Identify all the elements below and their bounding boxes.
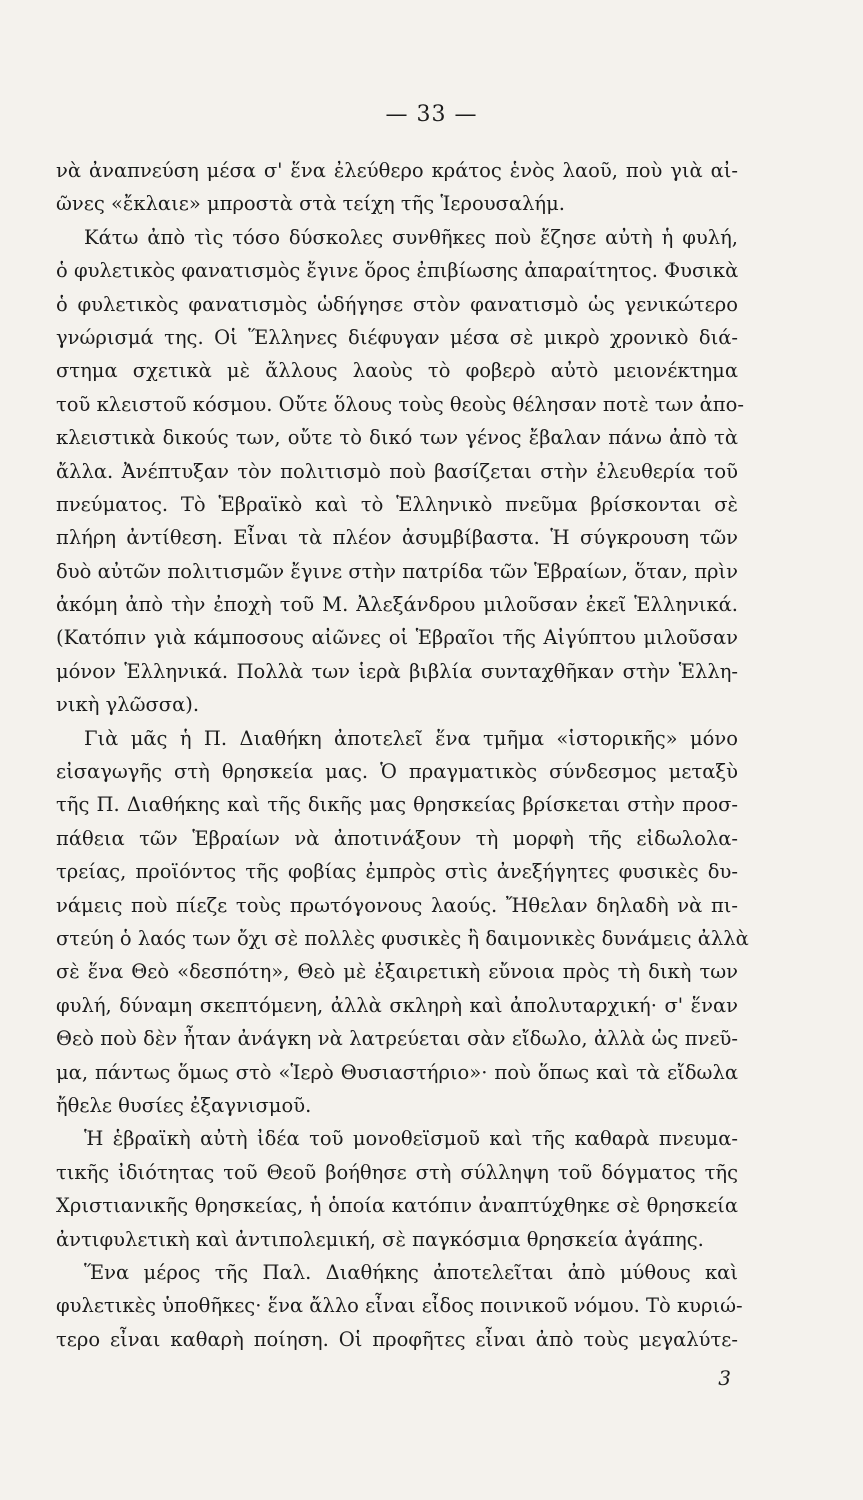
- text-line: πάθεια τῶν Ἑβραίων νὰ ἀποτινάξουν τὴ μορφὴ τῆς εἰδωλολα-: [56, 826, 738, 850]
- text-line: πλήρη ἀντίθεση. Εἶναι τὰ πλέον ἀσυμβίβαστα. Ἡ σύγκρουση τῶν: [56, 526, 738, 550]
- text-line: μόνον Ἑλληνικά. Πολλὰ των ἱερὰ βιβλία συνταχθῆκαν στὴν Ἑλλη-: [56, 659, 738, 683]
- text-line: Θεὸ ποὺ δὲν ἦταν ἀνάγκη νὰ λατρεύεται σὰν εἴδωλο, ἀλλὰ ὡς πνεῦ-: [56, 1027, 738, 1051]
- text-line: δυὸ αὐτῶν πολιτισμῶν ἔγινε στὴν πατρίδα τῶν Ἑβραίων, ὅταν, πρὶν: [56, 559, 738, 583]
- text-line: τῆς Π. Διαθήκης καὶ τῆς δικῆς μας θρησκείας βρίσκεται στὴν προσ-: [56, 793, 738, 817]
- text-line: σὲ ἕνα Θεὸ «δεσπότη», Θεὸ μὲ ἐξαιρετικὴ εὔνοια πρὸς τὴ δικὴ των: [56, 960, 738, 984]
- text-line: Ἕνα μέρος τῆς Παλ. Διαθήκης ἀποτελεῖται ἀπὸ μύθους καὶ: [84, 1260, 738, 1284]
- text-line: Κάτω ἀπὸ τὶς τόσο δύσκολες συνθῆκες ποὺ ἔζησε αὐτὴ ἡ φυλή,: [84, 225, 738, 249]
- text-line: Ἡ ἑβραϊκὴ αὐτὴ ἰδέα τοῦ μονοθεϊσμοῦ καὶ τῆς καθαρὰ πνευμα-: [84, 1127, 738, 1151]
- text-line: στεύη ὁ λαός των ὄχι σὲ πολλὲς φυσικὲς ἢ δαιμονικὲς δυνάμεις ἀλλὰ: [56, 926, 749, 950]
- body-text: [56, 154, 749, 1356]
- text-line: (Κατόπιν γιὰ κάμποσους αἰῶνες οἱ Ἑβραῖοι τῆς Αἰγύπτου μιλοῦσαν: [56, 626, 738, 650]
- text-line: πνεύματος. Τὸ Ἑβραϊκὸ καὶ τὸ Ἑλληνικὸ πνεῦμα βρίσκονται σὲ: [56, 492, 738, 516]
- text-line: νὰ ἀναπνεύση μέσα σ' ἕνα ἐλεύθερο κράτος ἑνὸς λαοῦ, ποὺ γιὰ αἰ-: [56, 159, 738, 182]
- text-line: φυλή, δύναμη σκεπτόμενη, ἀλλὰ σκληρὴ καὶ ἀπολυταρχική· σ' ἕναν: [56, 993, 738, 1017]
- text-line: ἤθελε θυσίες ἐξαγνισμοῦ.: [56, 1093, 312, 1117]
- text-line: τοῦ κλειστοῦ κόσμου. Οὔτε ὅλους τοὺς θεοὺς θέλησαν ποτὲ των ἀπο-: [56, 392, 744, 416]
- text-line: στημα σχετικὰ μὲ ἄλλους λαοὺς τὸ φοβερὸ αὐτὸ μειονέκτημα: [56, 359, 738, 383]
- text-line: Χριστιανικῆς θρησκείας, ἡ ὁποία κατόπιν ἀναπτύχθηκε σὲ θρησκεία: [56, 1194, 738, 1218]
- page-number: — 33 —: [385, 102, 478, 127]
- text-line: ὁ φυλετικὸς φανατισμὸς ὡδήγησε στὸν φανατισμὸ ὡς γενικώτερο: [56, 292, 738, 316]
- text-line: ῶνες «ἔκλαιε» μπροστὰ στὰ τείχη τῆς Ἱερουσαλήμ.: [56, 192, 565, 216]
- text-line: ἄλλα. Ἀνέπτυξαν τὸν πολιτισμὸ ποὺ βασίζεται στὴν ἐλευθερία τοῦ: [56, 459, 738, 483]
- text-line: εἰσαγωγῆς στὴ θρησκεία μας. Ὁ πραγματικὸς σύνδεσμος μεταξὺ: [56, 760, 738, 784]
- text-line: μα, πάντως ὅμως στὸ «Ἱερὸ Θυσιαστήριο»· ποὺ ὅπως καὶ τὰ εἴδωλα: [56, 1060, 738, 1084]
- text-line: νάμεις ποὺ πίεζε τοὺς πρωτόγονους λαούς. Ἤθελαν δηλαδὴ νὰ πι-: [56, 893, 738, 917]
- text-line: ὁ φυλετικὸς φανατισμὸς ἔγινε ὅρος ἐπιβίωσης ἀπαραίτητος. Φυσικὰ: [56, 259, 739, 283]
- text-line: τερο εἶναι καθαρὴ ποίηση. Οἱ προφῆτες εἶναι ἀπὸ τοὺς μεγαλύτε-: [56, 1327, 738, 1351]
- text-line: νικὴ γλῶσσα).: [56, 693, 200, 717]
- text-line: ἀκόμη ἀπὸ τὴν ἐποχὴ τοῦ Μ. Ἀλεξάνδρου μιλοῦσαν ἐκεῖ Ἑλληνικά.: [56, 593, 738, 617]
- text-line: τρείας, προϊόντος τῆς φοβίας ἐμπρὸς στὶς ἀνεξήγητες φυσικὲς δυ-: [56, 860, 738, 884]
- text-line: γνώρισμά της. Οἱ Ἕλληνες διέφυγαν μέσα σὲ μικρὸ χρονικὸ διά-: [56, 325, 738, 349]
- text-line: φυλετικὲς ὑποθῆκες· ἕνα ἄλλο εἶναι εἶδος ποινικοῦ νόμου. Τὸ κυριώ-: [56, 1294, 743, 1318]
- signature-mark: 3: [718, 1366, 731, 1390]
- text-line: κλειστικὰ δικούς των, οὔτε τὸ δικό των γένος ἔβαλαν πάνω ἀπὸ τὰ: [56, 426, 738, 450]
- text-line: τικῆς ἰδιότητας τοῦ Θεοῦ βοήθησε στὴ σύλληψη τοῦ δόγματος τῆς: [56, 1160, 738, 1184]
- text-line: ἀντιφυλετικὴ καὶ ἀντιπολεμική, σὲ παγκόσμια θρησκεία ἀγάπης.: [56, 1227, 704, 1251]
- text-line: Γιὰ μᾶς ἡ Π. Διαθήκη ἀποτελεῖ ἕνα τμῆμα «ἱστορικῆς» μόνο: [84, 726, 738, 750]
